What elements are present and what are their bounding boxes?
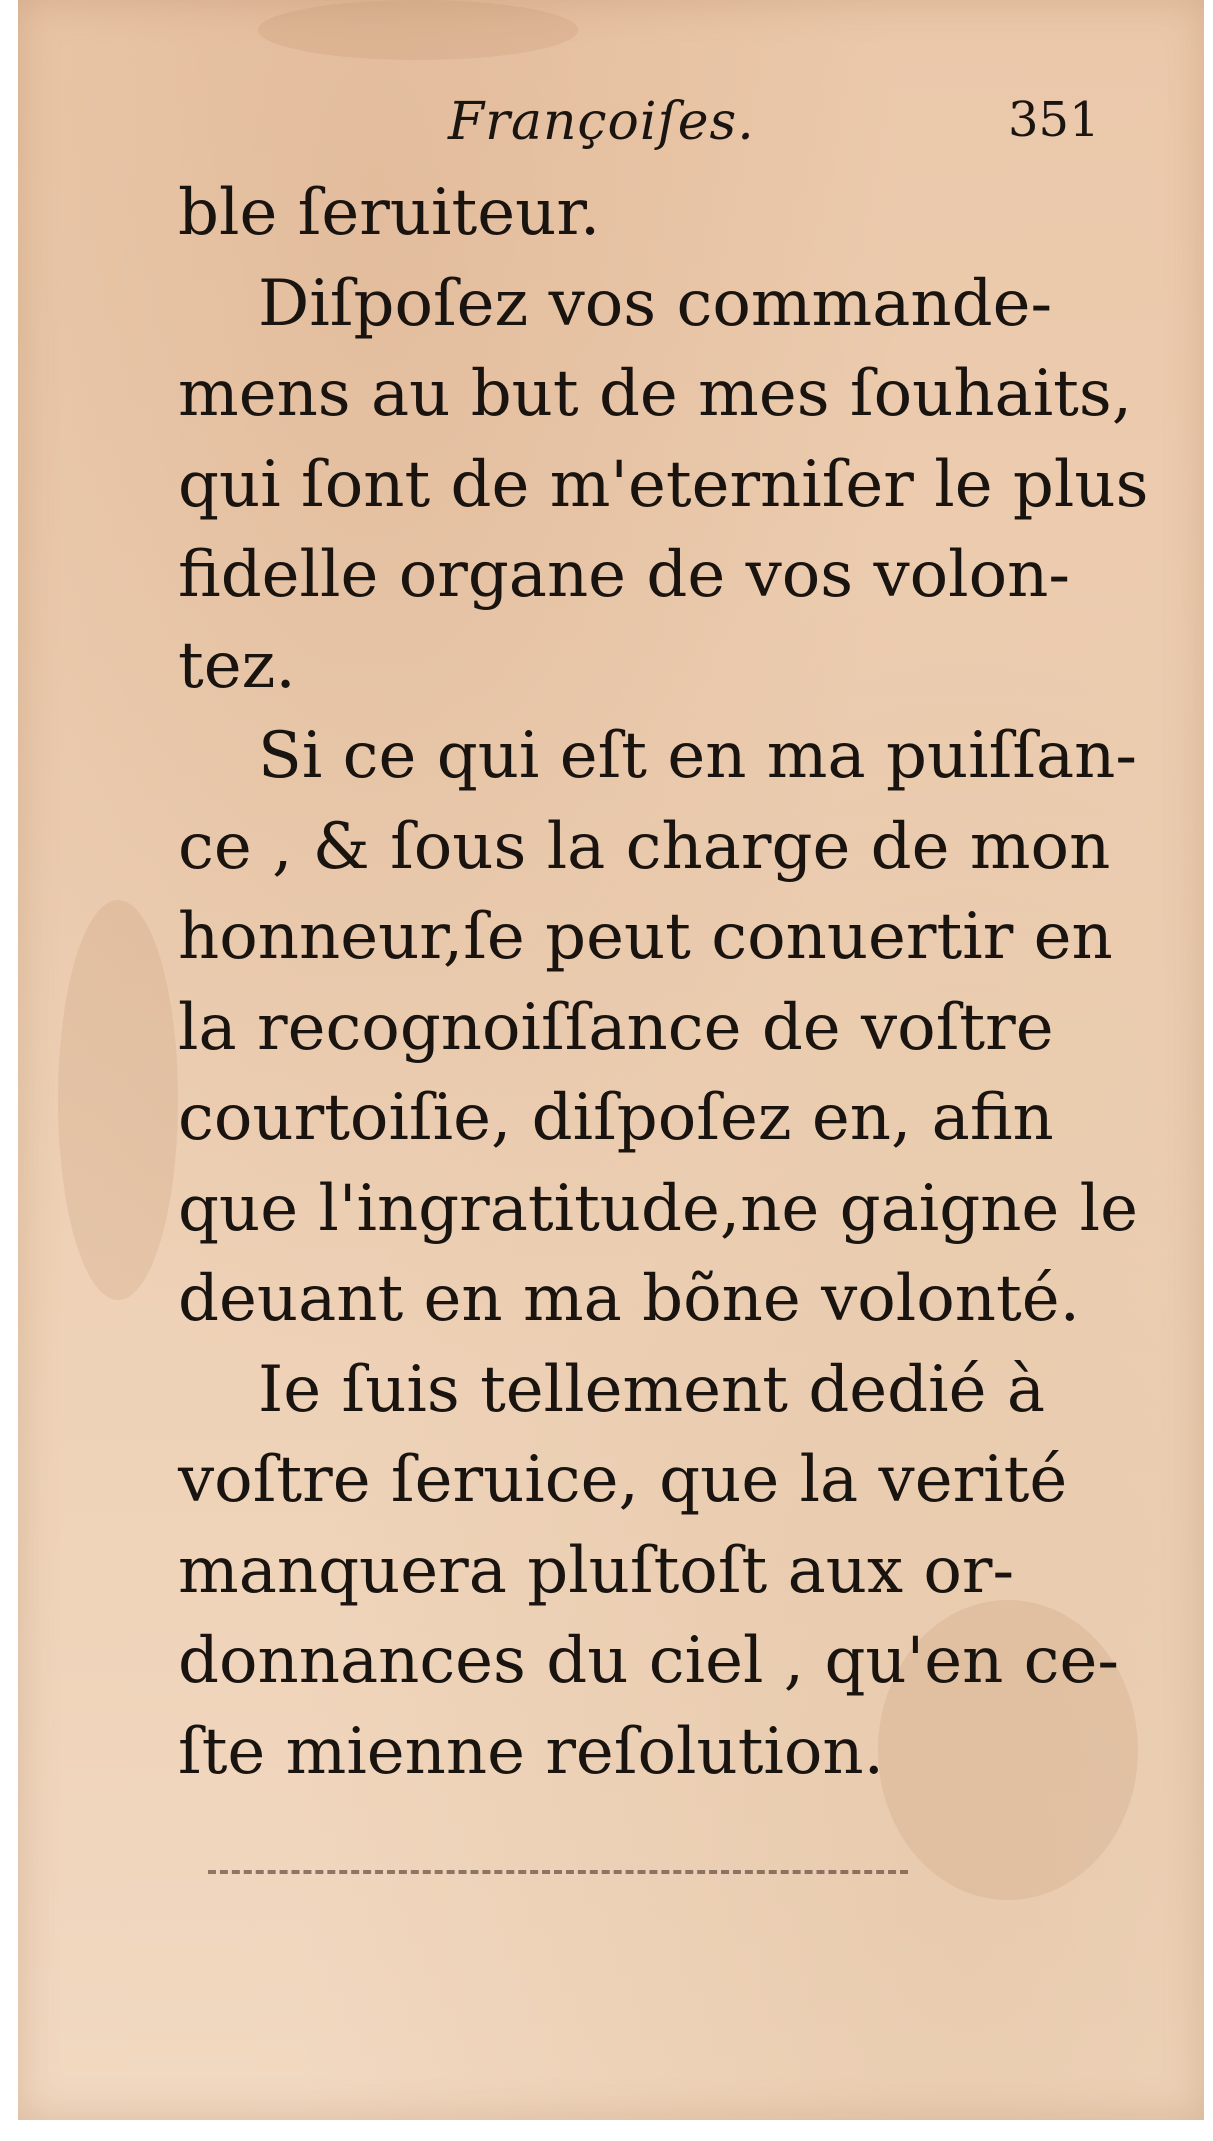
- text-line: deuant en ma bõne volonté.: [178, 1262, 1080, 1336]
- book-page: [18, 0, 1204, 2120]
- text-line: ce , & ſous la charge de mon: [178, 809, 1111, 884]
- text-line: ble ſeruiteur.: [178, 176, 601, 250]
- bottom-rule: [208, 1870, 908, 1874]
- body-text: [178, 168, 1149, 1797]
- text-line: Diſpoſez vos commande-: [258, 266, 1053, 341]
- text-line: manquera pluſtoſt aux or-: [178, 1533, 1015, 1608]
- text-line: tez.: [178, 628, 296, 703]
- paper-stain: [58, 900, 178, 1300]
- text-line: mens au but de mes ſouhaits,: [178, 357, 1133, 431]
- text-line: voſtre ſeruice, que la verité: [178, 1443, 1068, 1517]
- text-line: la recognoiſſance de voſtre: [178, 990, 1054, 1065]
- text-line: fidelle organe de vos volon-: [178, 538, 1070, 612]
- text-line: courtoiſie, diſpoſez en, afin: [178, 1081, 1054, 1155]
- page-header: [18, 92, 1204, 162]
- text-line: honneur,ſe peut conuertir en: [178, 900, 1113, 974]
- text-line: donnances du ciel , qu'en ce-: [178, 1624, 1119, 1698]
- text-line: que l'ingratitude,ne gaigne le: [178, 1171, 1138, 1246]
- paper-stain: [258, 0, 578, 60]
- running-head: Françoiſes.: [448, 92, 755, 152]
- text-line: ſte mienne reſolution.: [178, 1714, 884, 1789]
- text-line: qui ſont de m'eterniſer le plus: [178, 447, 1149, 522]
- text-line: Ie ſuis tellement dedié à: [258, 1352, 1045, 1427]
- text-line: Si ce qui eſt en ma puiſſan-: [258, 719, 1137, 793]
- page-number: 351: [1008, 92, 1100, 148]
